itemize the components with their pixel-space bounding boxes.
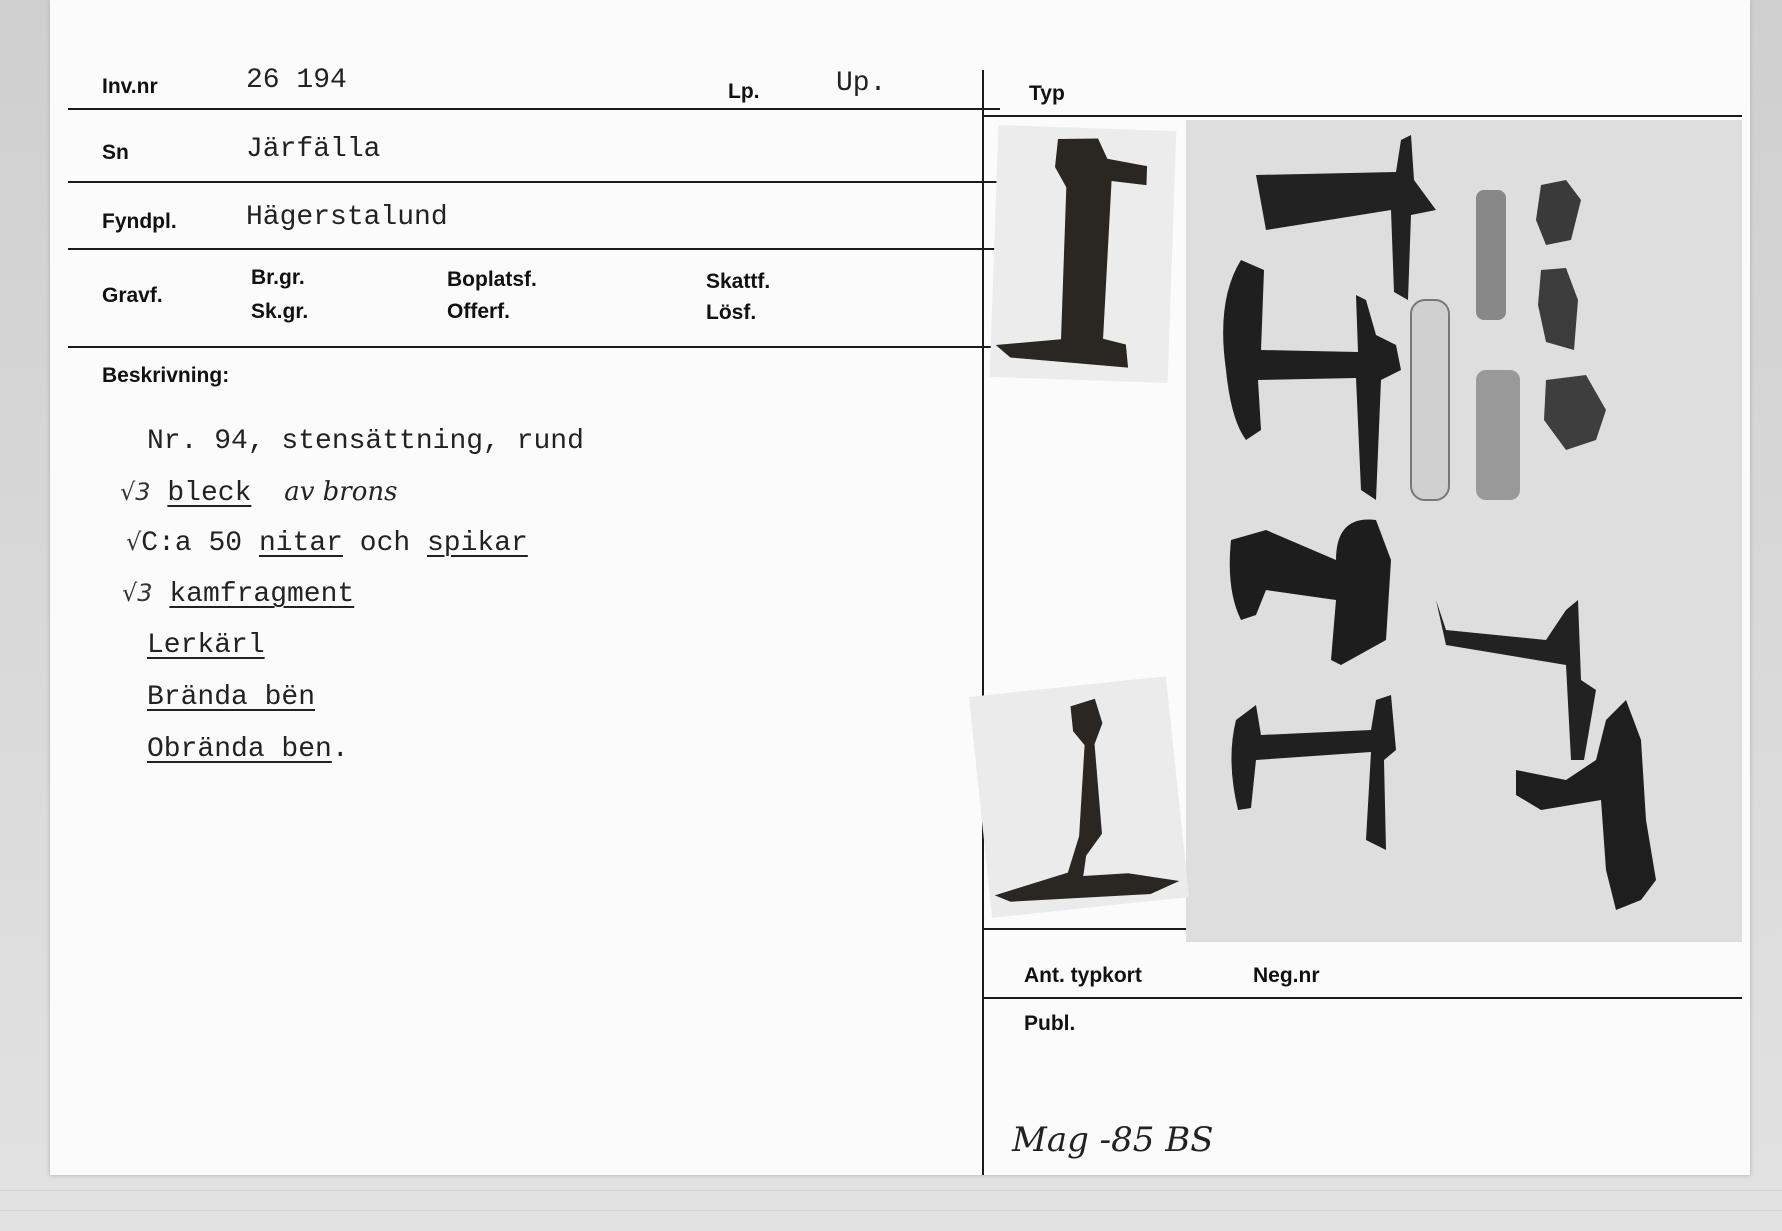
desc-branda-ben: Brända bën	[147, 682, 316, 713]
lp-value: Up.	[836, 68, 887, 99]
handwritten-av-brons: av brons	[284, 477, 398, 507]
neg-nr-label: Neg.nr	[1253, 964, 1320, 987]
desc-och: och	[359, 528, 411, 559]
skattf-label: Skattf.	[706, 270, 771, 293]
beskrivning-label: Beskrivning:	[102, 364, 230, 387]
rule-gravf	[68, 346, 1000, 348]
check-mark: √3	[122, 579, 153, 607]
rule-fyndpl	[68, 248, 1000, 250]
inv-nr-value: 26 194	[246, 65, 347, 96]
rivet-image	[969, 676, 1189, 917]
desc-spikar: spikar	[427, 528, 528, 559]
rule-ant-typkort	[984, 997, 1742, 999]
ant-typkort-label: Ant. typkort	[1024, 964, 1142, 987]
catalog-card	[50, 0, 1750, 1175]
desc-lerkarl: Lerkärl	[147, 630, 265, 661]
column-divider	[982, 70, 984, 1175]
artefact-photo-main	[1186, 120, 1742, 942]
typ-label: Typ	[1029, 82, 1065, 105]
fyndpl-label: Fyndpl.	[102, 210, 177, 233]
inv-nr-label: Inv.nr	[102, 75, 158, 98]
desc-nitar: nitar	[258, 528, 343, 559]
scan-artifact	[0, 1210, 1782, 1211]
desc-kamfragment: kamfragment	[169, 579, 355, 610]
sn-value: Järfälla	[246, 134, 381, 165]
lp-label: Lp.	[728, 80, 760, 103]
offerf-label: Offerf.	[447, 300, 510, 323]
skgr-label: Sk.gr.	[251, 300, 309, 323]
publ-label: Publ.	[1024, 1012, 1076, 1035]
desc-ca-50: C:a 50	[141, 528, 243, 559]
rivet-image	[990, 125, 1177, 383]
desc-line-1-text: Nr. 94, stensättning, rund	[147, 426, 584, 457]
sn-label: Sn	[102, 141, 129, 164]
handwritten-signature: Mag -85 BS	[1012, 1120, 1214, 1160]
desc-line-7	[147, 734, 349, 765]
artefact-photo-small-top	[990, 125, 1177, 383]
desc-bleck: bleck	[167, 478, 252, 509]
desc-line-6	[147, 682, 315, 713]
scan-artifact	[0, 1190, 1782, 1191]
desc-line-4	[122, 579, 354, 610]
desc-line-3	[126, 528, 528, 559]
desc-line-1	[147, 426, 584, 457]
gravf-label: Gravf.	[102, 284, 163, 307]
desc-line-5	[147, 630, 265, 661]
artefact-photo-small-bottom	[969, 676, 1189, 917]
rule-inv	[68, 108, 1000, 110]
artefact-group-image	[1186, 120, 1742, 942]
desc-line-7-end: .	[331, 734, 349, 765]
losf-label: Lösf.	[706, 301, 757, 324]
brgr-label: Br.gr.	[251, 266, 305, 289]
desc-line-2	[120, 477, 397, 509]
rule-typ	[984, 115, 1742, 117]
check-mark: √	[126, 528, 142, 556]
check-mark: √3	[120, 478, 151, 506]
fyndpl-value: Hägerstalund	[246, 202, 448, 233]
desc-obranda-ben: Obrända ben	[147, 734, 332, 765]
rule-sn	[68, 181, 1000, 183]
boplatsf-label: Boplatsf.	[447, 268, 537, 291]
